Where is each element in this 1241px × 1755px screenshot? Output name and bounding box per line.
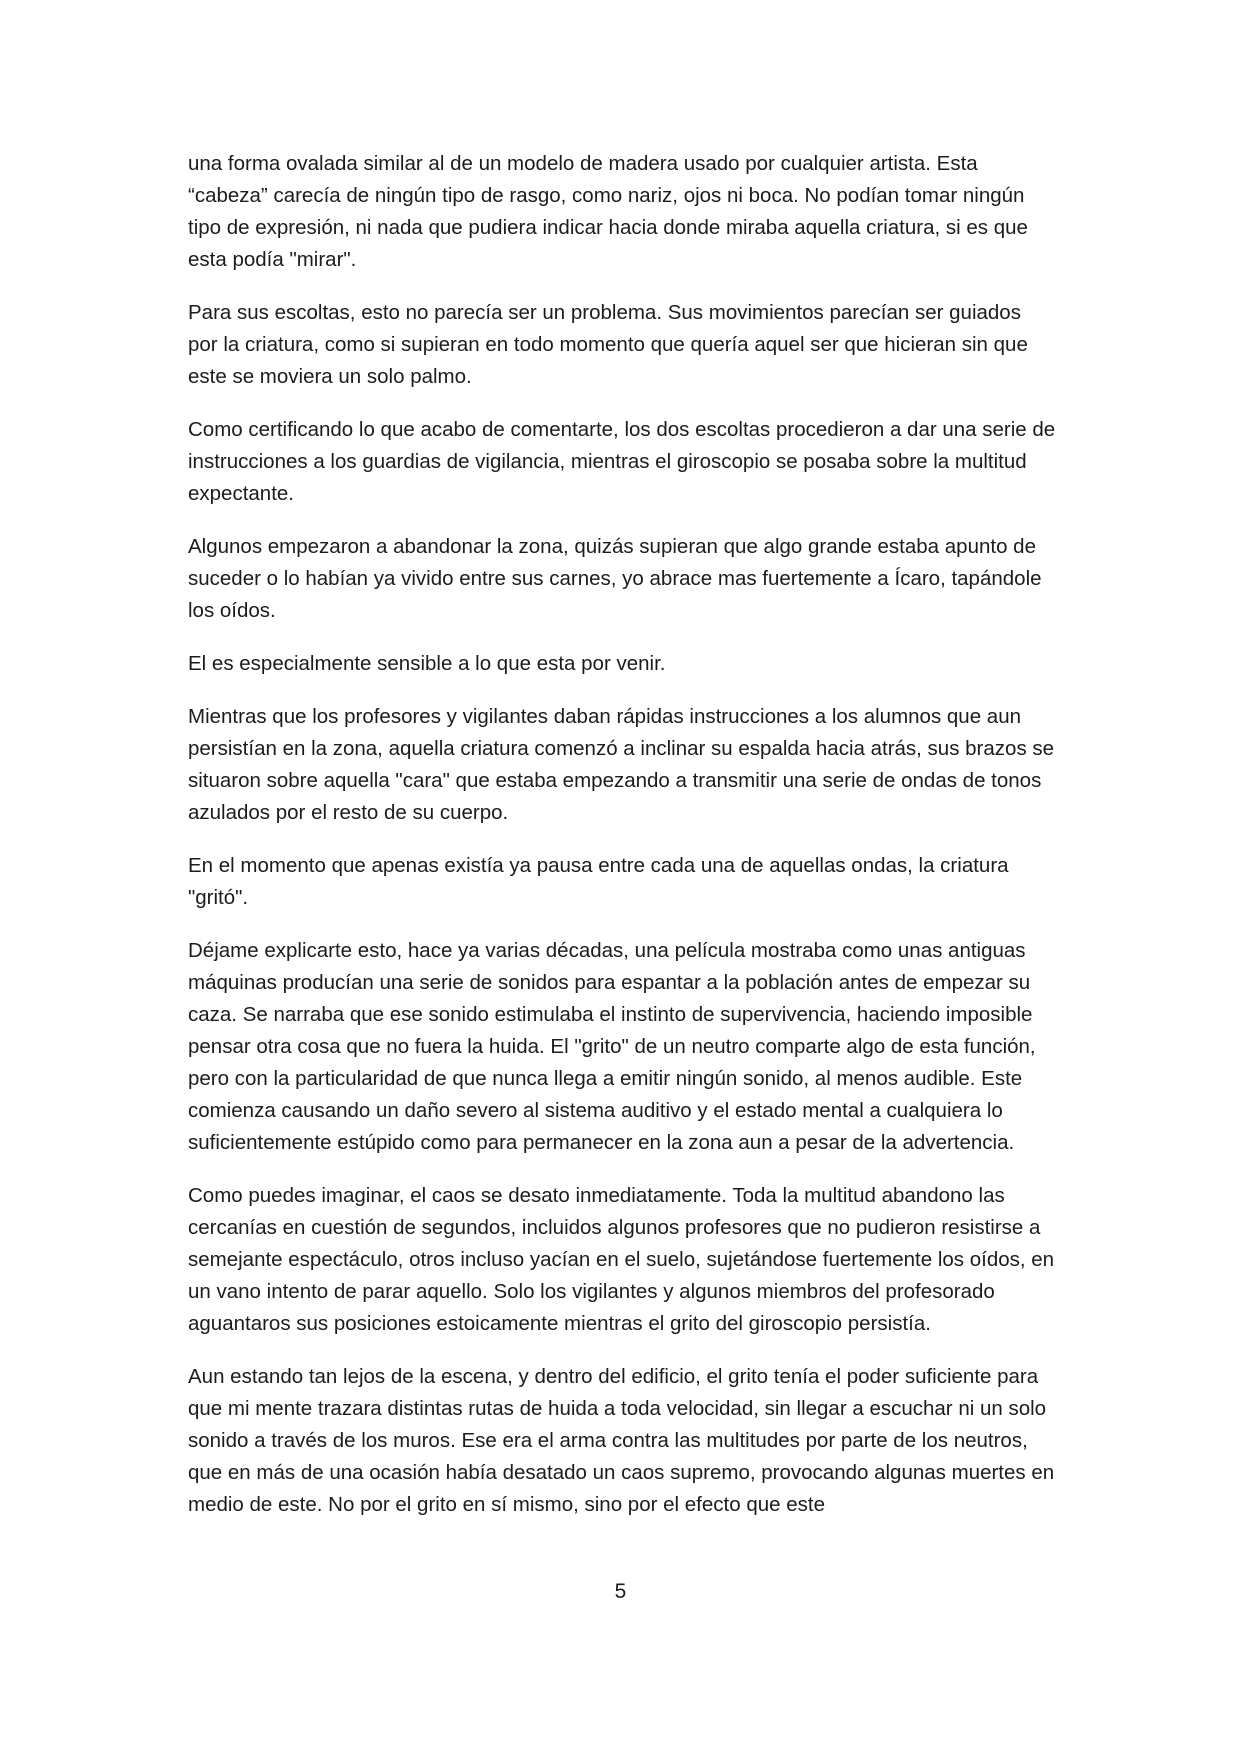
paragraph: En el momento que apenas existía ya pausa entre cada una de aquellas ondas, la criatura "gritó". (188, 854, 1009, 909)
paragraph: Para sus escoltas, esto no parecía ser un problema. Sus movimientos parecían ser guiados por la criatura, como si supieran en todo momento que quería aquel ser que hicieran sin que este se moviera un solo palmo. (188, 301, 1028, 388)
paragraph: El es especialmente sensible a lo que esta por venir. (188, 652, 666, 675)
paragraph: Déjame explicarte esto, hace ya varias décadas, una película mostraba como unas antiguas máquinas producían una serie de sonidos para espantar a la población antes de empezar su caza. Se narraba que ese sonido estimulaba el instinto de supervivencia, haciendo imposible pensar otra cosa que no fuera la huida. El "grito" de un neutro comparte algo de esta función, pero con la particularidad de que nunca llega a emitir ningún sonido, al menos audible. Este comienza causando un daño severo al sistema auditivo y el estado mental a cualquiera lo suficientemente estúpido como para permanecer en la zona aun a pesar de la advertencia. (188, 939, 1036, 1154)
paragraph: Algunos empezaron a abandonar la zona, quizás supieran que algo grande estaba apunto de suceder o lo habían ya vivido entre sus carnes, yo abrace mas fuertemente a Ícaro, tapándole los oídos. (188, 535, 1042, 622)
paragraph: Mientras que los profesores y vigilantes daban rápidas instrucciones a los alumnos que aun persistían en la zona, aquella criatura comenzó a inclinar su espalda hacia atrás, sus brazos se situaron sobre aquella "cara" que estaba empezando a transmitir una serie de ondas de tonos azulados por el resto de su cuerpo. (188, 705, 1055, 824)
paragraph: una forma ovalada similar al de un modelo de madera usado por cualquier artista. Esta “cabeza” carecía de ningún tipo de rasgo, como nariz, ojos ni boca. No podían tomar ningún tipo de expresión, ni nada que pudiera indicar hacia donde miraba aquella criatura, si es que esta podía "mirar". (188, 152, 1028, 271)
paragraph: Como certificando lo que acabo de comentarte, los dos escoltas procedieron a dar una serie de instrucciones a los guardias de vigilancia, mientras el giroscopio se posaba sobre la multitud expectante. (188, 418, 1056, 505)
paragraph: Como puedes imaginar, el caos se desato inmediatamente. Toda la multitud abandono las cercanías en cuestión de segundos, incluidos algunos profesores que no pudieron resistirse a semejante espectáculo, otros incluso yacían en el suelo, sujetándose fuertemente los oídos, en un vano intento de parar aquello. Solo los vigilantes y algunos miembros del profesorado aguantaros sus posiciones estoicamente mientras el grito del giroscopio persistía. (188, 1184, 1055, 1335)
page-number: 5 (614, 1580, 627, 1603)
body-text (188, 148, 1056, 1542)
paragraph: Aun estando tan lejos de la escena, y dentro del edificio, el grito tenía el poder suficiente para que mi mente trazara distintas rutas de huida a toda velocidad, sin llegar a escuchar ni un solo sonido a través de los muros. Ese era el arma contra las multitudes por parte de los neutros, que en más de una ocasión había desatado un caos supremo, provocando algunas muertes en medio de este. No por el grito en sí mismo, sino por el efecto que este (188, 1365, 1055, 1516)
